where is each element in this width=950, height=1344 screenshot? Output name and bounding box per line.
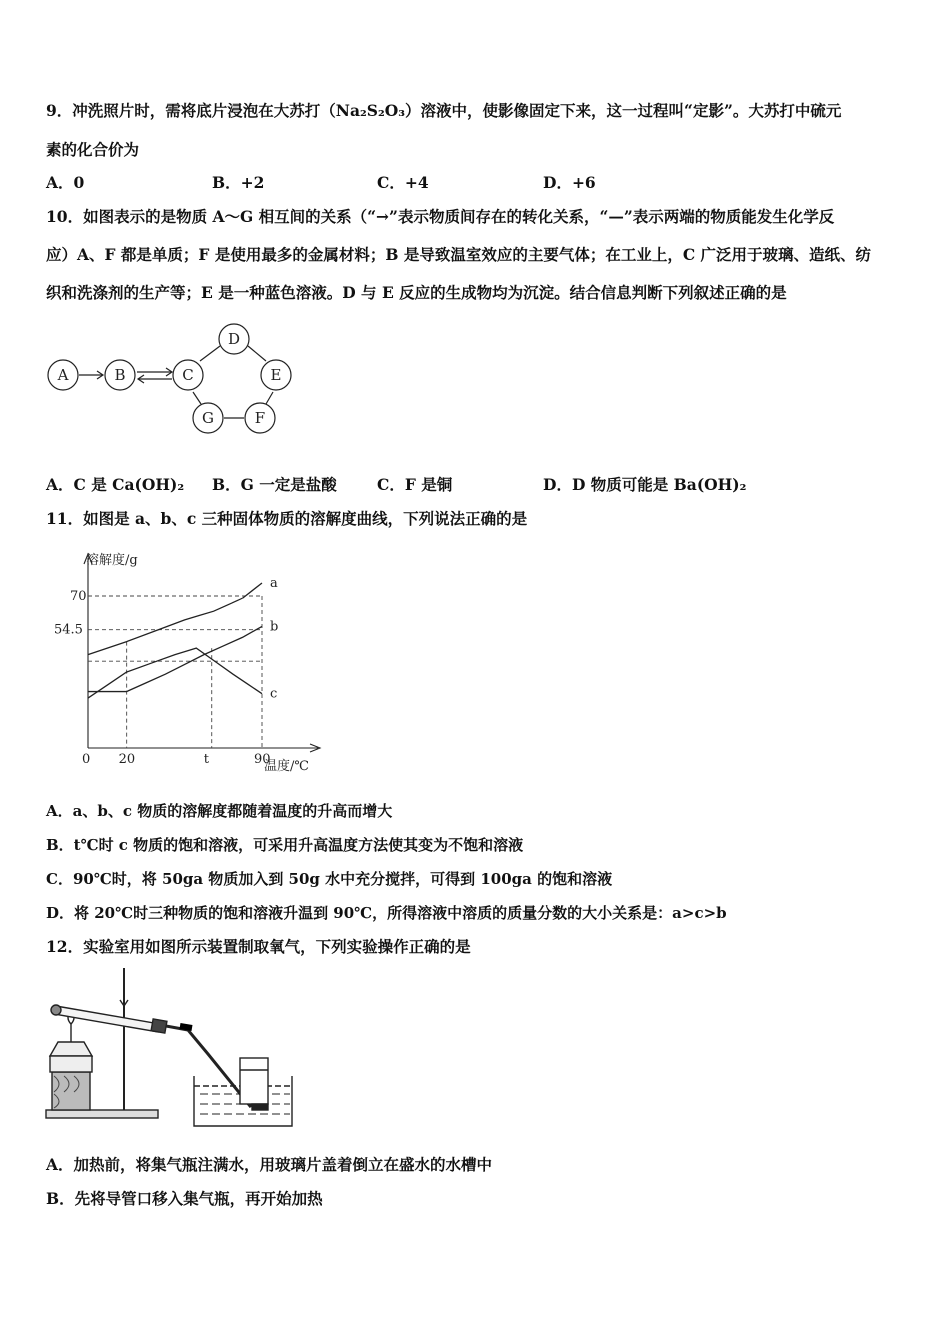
q9-option-d: D．+6 <box>543 173 596 192</box>
q10-option-d: D．D 物质可能是 Ba(OH)₂ <box>543 475 747 494</box>
q12-option-b: B．先将导管口移入集气瓶，再开始加热 <box>46 1189 323 1208</box>
curve-label-c: c <box>270 686 278 702</box>
q10-stem-line2: 应）A、F 都是单质；F 是使用最多的金属材料；B 是导致温室效应的主要气体；在工业上，C 广泛用于玻璃、造纸、纺 <box>46 245 872 264</box>
curve-label-a: a <box>270 575 278 591</box>
line-e-f <box>266 392 273 404</box>
q11-stem: 11．如图是 a、b、c 三种固体物质的溶解度曲线，下列说法正确的是 <box>46 509 528 528</box>
x-tick-label-0: 0 <box>82 752 91 767</box>
curve-b <box>88 626 262 691</box>
stand-base <box>46 1110 158 1118</box>
q10-stem-line3: 织和洗涤剂的生产等；E 是一种蓝色溶液。D 与 E 反应的生成物均为沉淀。结合信息判断下列叙述正确的是 <box>46 283 787 302</box>
q9-stem-line2: 素的化合价为 <box>46 140 140 159</box>
stopper <box>151 1019 167 1033</box>
q11-option-d: D．将 20℃时三种物质的饱和溶液升温到 90℃，所得溶液中溶质的质量分数的大小关系是：a>c>b <box>46 904 727 922</box>
q12-option-a: A．加热前，将集气瓶注满水，用玻璃片盖着倒立在盛水的水槽中 <box>46 1155 493 1174</box>
test-tube <box>54 1006 160 1032</box>
q12-stem: 12．实验室用如图所示装置制取氧气，下列实验操作正确的是 <box>46 937 471 956</box>
q11-option-a: A．a、b、c 物质的溶解度都随着温度的升高而增大 <box>46 802 393 820</box>
y-axis-label: 溶解度/g <box>86 553 138 568</box>
line-d-e <box>248 346 266 361</box>
q10-stem-line1: 10．如图表示的是物质 A～G 相互间的关系（“→”表示物质间存在的转化关系，“—”表示两端的物质能发生化学反 <box>46 207 835 226</box>
gas-bottle <box>240 1058 268 1104</box>
q10-relation-diagram <box>40 318 310 438</box>
curve-label-b: b <box>270 619 279 635</box>
q10-option-b: B．G 一定是盐酸 <box>212 475 337 494</box>
line-c-d <box>200 346 220 361</box>
node-d-label: D <box>227 330 241 348</box>
x-axis-label: 温度/℃ <box>264 759 309 774</box>
q9-stem-line1: 9．冲洗照片时，需将底片浸泡在大苏打（Na₂S₂O₃）溶液中，使影像固定下来，这一过程叫“定影”。大苏打中硫元 <box>46 101 842 120</box>
q10-option-a: A．C 是 Ca(OH)₂ <box>46 475 185 494</box>
line-c-g <box>193 392 201 404</box>
bottle-shelf <box>252 1104 268 1110</box>
oxygen-apparatus-diagram <box>40 966 300 1136</box>
x-tick-label-90: 90 <box>254 752 271 767</box>
alcohol-lamp <box>50 1042 92 1056</box>
node-b-label: B <box>114 366 126 384</box>
curve-c <box>88 648 262 698</box>
node-c-label: C <box>182 366 194 384</box>
q9-option-a: A．0 <box>46 173 85 192</box>
y-tick-label-54.5: 54.5 <box>54 622 83 638</box>
node-a-label: A <box>57 366 69 384</box>
q11-option-c: C．90℃时，将 50ga 物质加入到 50g 水中充分搅拌，可得到 100ga 的饱和溶液 <box>46 870 613 888</box>
x-tick-label-t: t <box>203 752 209 767</box>
solubility-chart <box>40 540 340 780</box>
y-tick-label-70: 70 <box>70 589 87 604</box>
node-g-label: G <box>202 409 214 427</box>
q9-option-c: C．+4 <box>377 173 429 192</box>
q10-option-c: C．F 是铜 <box>377 475 453 494</box>
node-e-label: E <box>270 366 282 384</box>
curve-a <box>88 583 262 655</box>
q11-option-b: B．t℃时 c 物质的饱和溶液，可采用升高温度方法使其变为不饱和溶液 <box>46 836 524 854</box>
x-tick-label-20: 20 <box>118 752 136 767</box>
q9-option-b: B．+2 <box>212 173 265 192</box>
node-f-label: F <box>254 409 266 427</box>
